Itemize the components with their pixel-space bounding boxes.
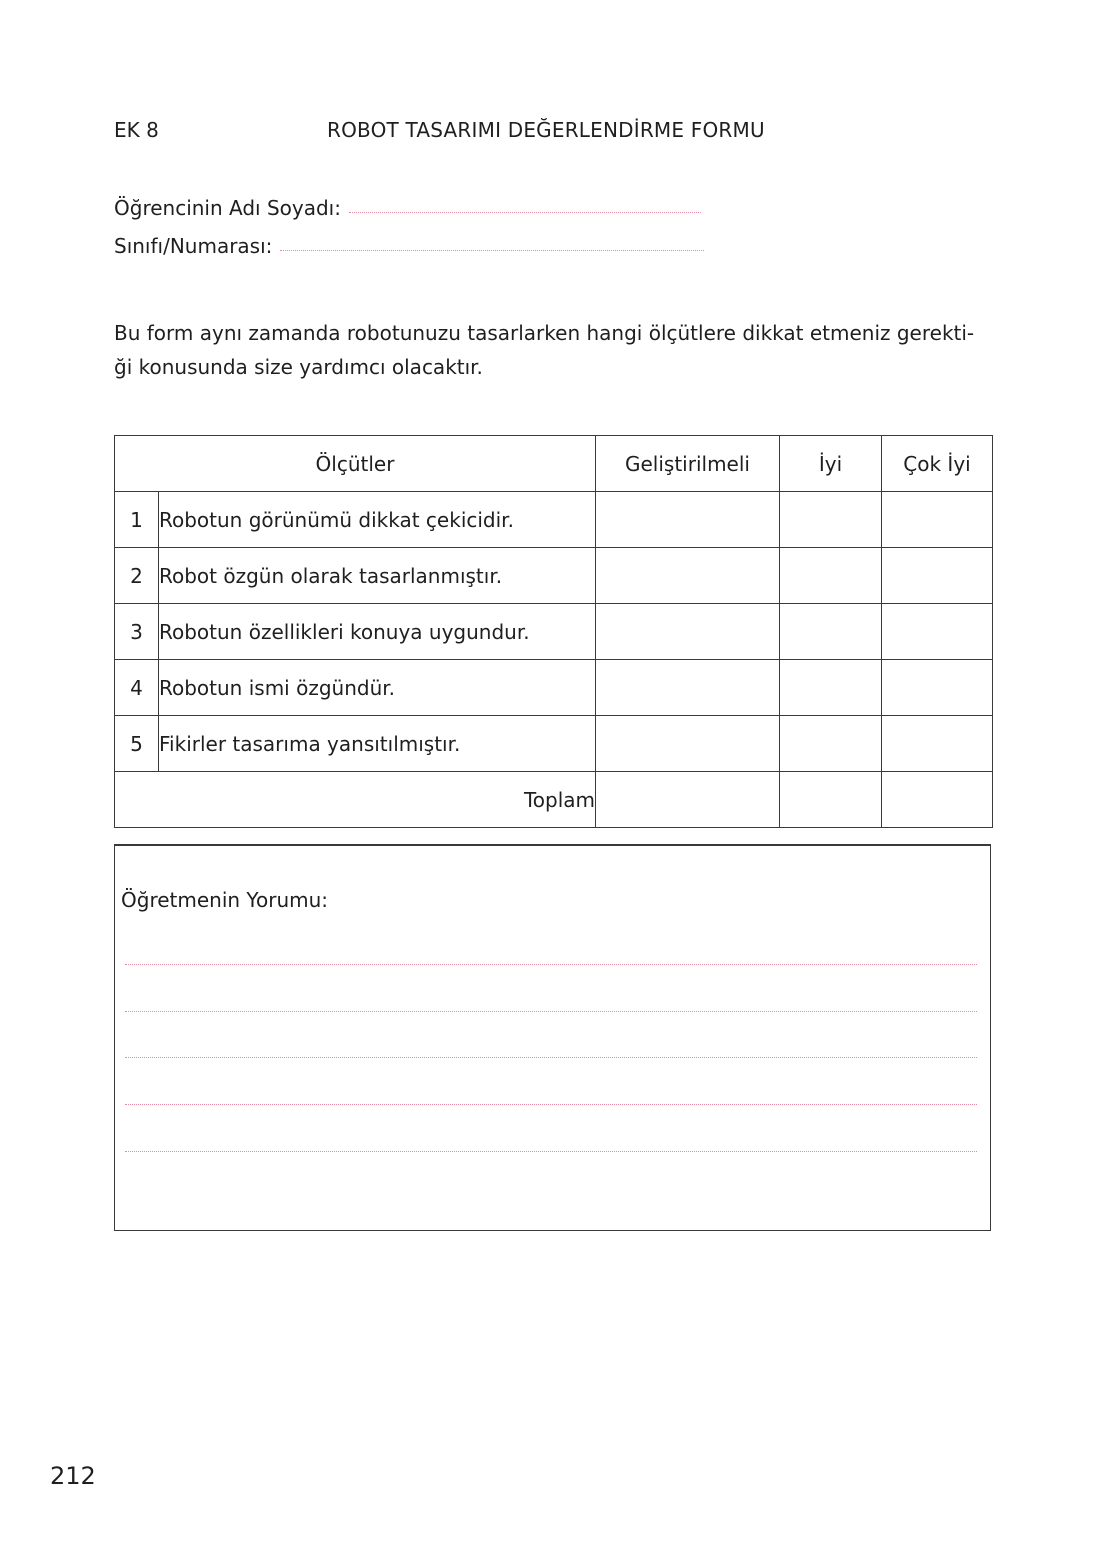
table-row [115,716,993,772]
intro-line-1: Bu form aynı zamanda robotunuzu tasarlarken hangi ölçütlere dikkat etmeniz gerekti- [114,321,975,345]
class-number-blank-line[interactable] [280,249,704,251]
student-name-field [114,196,701,220]
table-row [115,660,993,716]
table-header-row [115,436,993,492]
row-number: 1 [115,492,159,548]
cell-very-good[interactable] [882,660,993,716]
row-number: 5 [115,716,159,772]
student-name-blank-line[interactable] [349,211,701,213]
teacher-comment-box [114,844,991,1231]
criteria-table [114,435,993,828]
cell-very-good[interactable] [882,716,993,772]
cell-good[interactable] [780,660,882,716]
criterion-text: Robot özgün olarak tasarlanmıştır. [159,548,596,604]
class-number-field [114,234,704,258]
cell-good[interactable] [780,716,882,772]
comment-line[interactable] [125,1104,977,1105]
comment-line[interactable] [125,1011,977,1012]
comment-line[interactable] [125,964,977,965]
row-number: 4 [115,660,159,716]
cell-very-good[interactable] [882,548,993,604]
cell-good[interactable] [780,548,882,604]
cell-improve[interactable] [596,604,780,660]
header-very-good: Çok İyi [882,436,993,492]
intro-paragraph [114,316,1004,384]
criterion-text: Fikirler tasarıma yansıtılmıştır. [159,716,596,772]
table-row [115,492,993,548]
comment-line[interactable] [125,1151,977,1152]
cell-improve[interactable] [596,716,780,772]
cell-good[interactable] [780,492,882,548]
criterion-text: Robotun ismi özgündür. [159,660,596,716]
total-row [115,772,993,828]
cell-very-good[interactable] [882,604,993,660]
table-row [115,548,993,604]
cell-improve[interactable] [596,548,780,604]
total-label: Toplam [115,772,596,828]
table-row [115,604,993,660]
header-improve: Geliştirilmeli [596,436,780,492]
page-number: 212 [50,1462,96,1490]
intro-line-2: ği konusunda size yardımcı olacaktır. [114,355,483,379]
header-good: İyi [780,436,882,492]
header-criteria: Ölçütler [115,436,596,492]
appendix-label: EK 8 [114,118,159,142]
teacher-comment-title: Öğretmenin Yorumu: [121,888,329,912]
class-number-label: Sınıfı/Numarası: [114,234,273,258]
cell-good[interactable] [780,604,882,660]
total-good[interactable] [780,772,882,828]
total-very-good[interactable] [882,772,993,828]
cell-improve[interactable] [596,660,780,716]
cell-very-good[interactable] [882,492,993,548]
criterion-text: Robotun özellikleri konuya uygundur. [159,604,596,660]
criterion-text: Robotun görünümü dikkat çekicidir. [159,492,596,548]
row-number: 2 [115,548,159,604]
cell-improve[interactable] [596,492,780,548]
form-title: ROBOT TASARIMI DEĞERLENDİRME FORMU [327,118,765,142]
row-number: 3 [115,604,159,660]
total-improve[interactable] [596,772,780,828]
comment-line[interactable] [125,1057,977,1058]
student-name-label: Öğrencinin Adı Soyadı: [114,196,341,220]
